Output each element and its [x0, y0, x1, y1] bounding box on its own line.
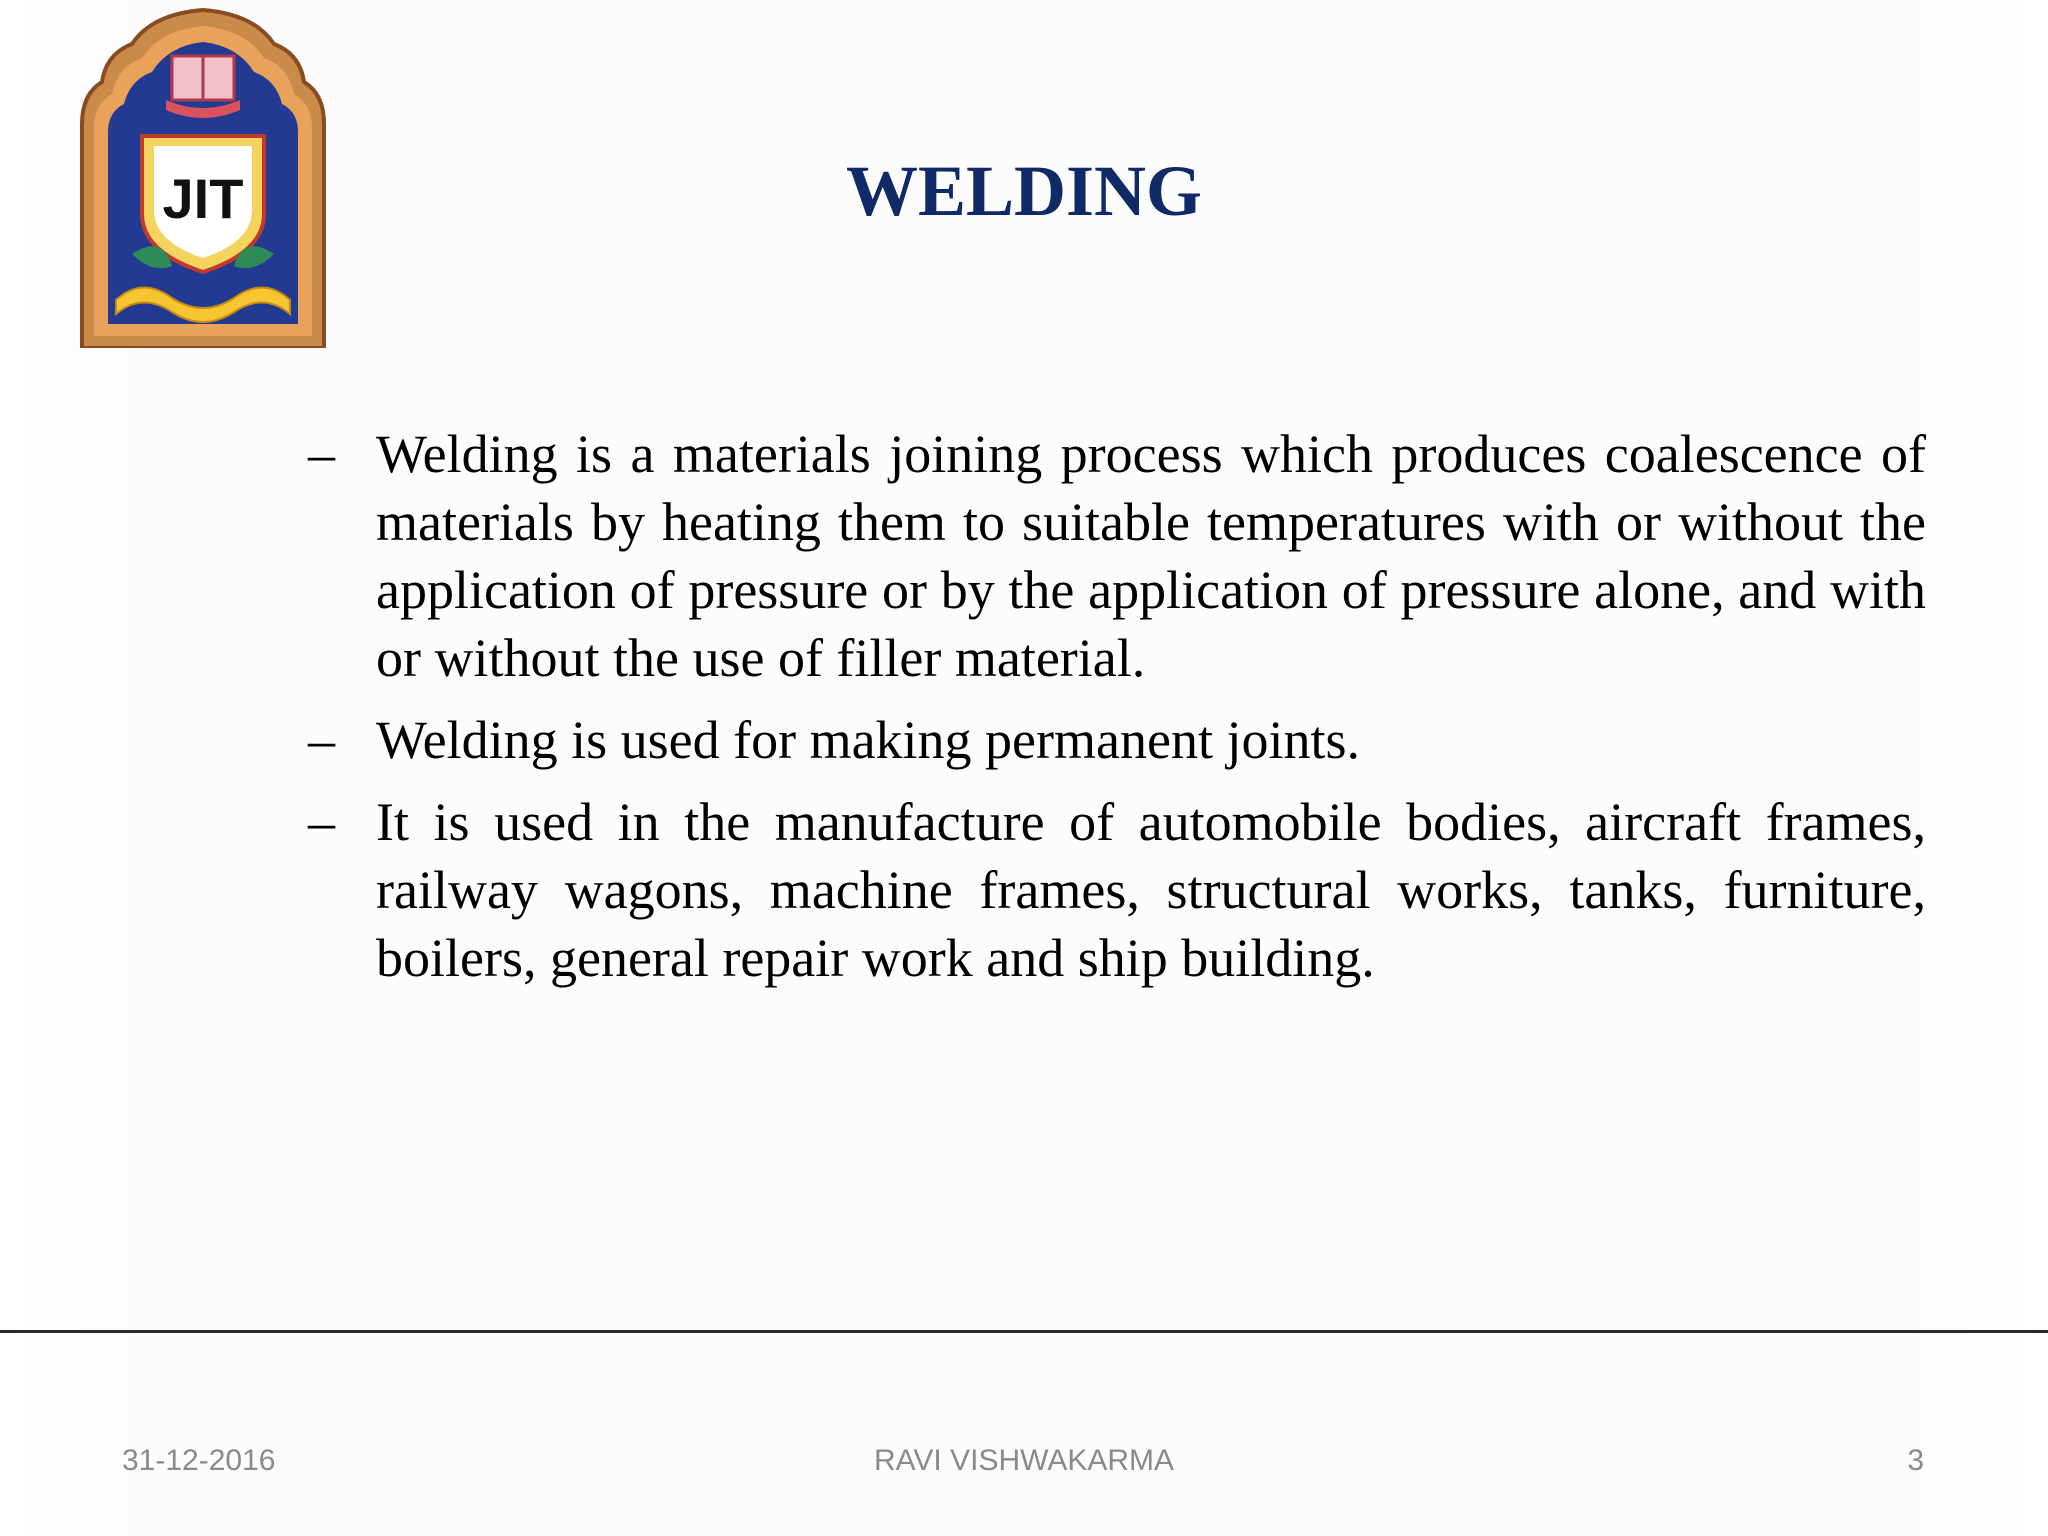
footer-divider [0, 1330, 2048, 1333]
bullet-marker: – [308, 424, 335, 484]
institute-crest-logo [72, 4, 334, 348]
list-item [300, 788, 1926, 992]
bullet-list [300, 420, 1926, 1006]
slide-title: WELDING [845, 151, 1203, 231]
bullet-text: Welding is a materials joining process which produces coalescence of materials by heating them to suitable temperatures with or without the application of pressure or by the application of pressure alone, and with or without the use of filler material. [376, 424, 1926, 688]
page-number: 3 [1907, 1444, 1924, 1477]
bullet-text: It is used in the manufacture of automobile bodies, aircraft frames, railway wagons, machine frames, structural works, tanks, furniture, boilers, general repair work and ship building. [376, 792, 1926, 988]
svg-text:JIT: JIT [162, 167, 244, 230]
list-item [300, 420, 1926, 692]
bullet-marker: – [308, 792, 335, 852]
footer-date: 31-12-2016 [122, 1444, 276, 1477]
list-item [300, 706, 1926, 774]
footer-author: RAVI VISHWAKARMA [873, 1444, 1175, 1477]
bullet-marker: – [308, 710, 335, 770]
bullet-text: Welding is used for making permanent joints. [376, 710, 1360, 770]
